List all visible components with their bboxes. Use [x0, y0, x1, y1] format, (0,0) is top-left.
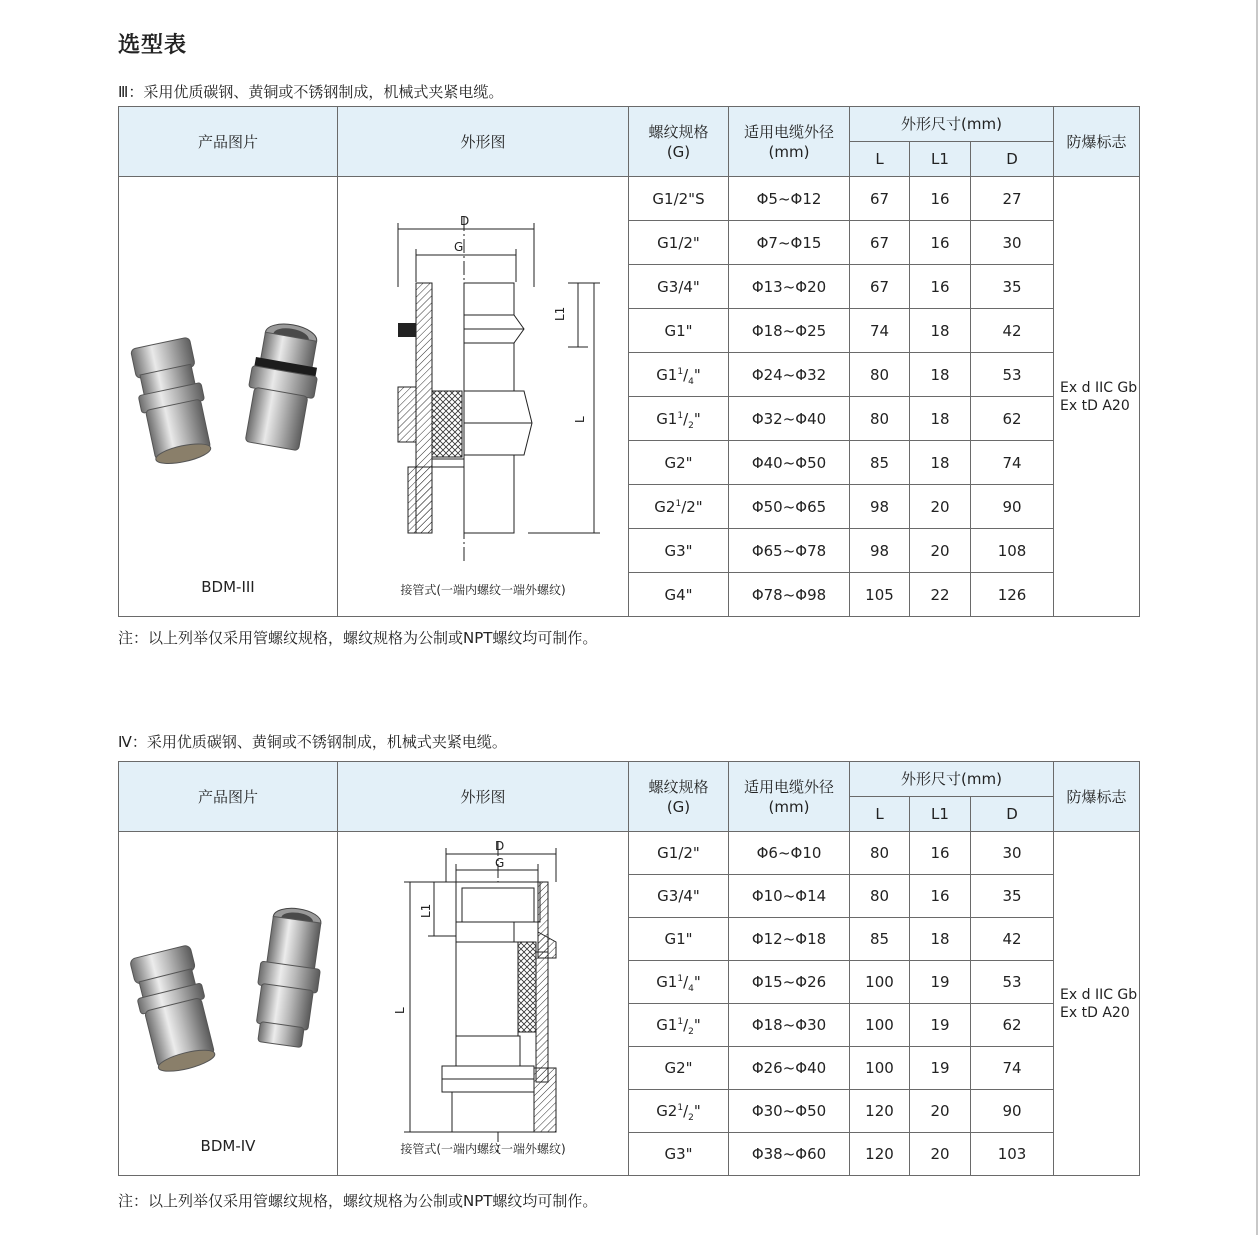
product-photo-cell — [119, 832, 338, 1176]
thread-spec-part: 2 — [688, 1113, 694, 1123]
thread-spec-part: " — [693, 365, 701, 384]
header-outline: 外形图 — [338, 762, 629, 832]
thread-spec-part: 1 — [677, 366, 684, 377]
ex-marking-line2: Ex tD A20 — [1060, 397, 1130, 414]
dim-D-label: D — [460, 214, 470, 228]
header-thread-line1: 螺纹规格 — [648, 122, 709, 141]
thread-spec-part: 4 — [688, 376, 694, 387]
header-dims: 外形尺寸(mm) — [850, 762, 1054, 797]
model-label: BDM-III — [201, 578, 255, 596]
header-thread-line2: (G) — [666, 142, 691, 161]
thread-spec-part: 1 — [677, 974, 684, 984]
thread-spec-part: 2 — [688, 420, 694, 431]
product-photo — [119, 832, 338, 1177]
dim-L1: 22 — [910, 573, 971, 617]
dim-L: 74 — [850, 309, 910, 353]
dim-D: 74 — [971, 1047, 1054, 1090]
header-cable — [729, 107, 850, 177]
dim-L1: 18 — [910, 397, 971, 441]
thread-spec-part: " — [693, 1016, 701, 1034]
thread-spec: G1" — [629, 918, 729, 961]
ex-marking — [1054, 832, 1140, 1176]
cable-diameter: Φ5~Φ12 — [729, 177, 850, 221]
dim-D: 30 — [971, 832, 1054, 875]
header-cable — [729, 762, 850, 832]
dim-G-label: G — [495, 856, 505, 870]
dim-D: 35 — [971, 265, 1054, 309]
thread-spec-part: " — [693, 973, 701, 991]
ex-marking — [1054, 177, 1140, 617]
dim-L1: 16 — [910, 221, 971, 265]
dim-L1: 16 — [910, 832, 971, 875]
cable-diameter: Φ18~Φ25 — [729, 309, 850, 353]
thread-spec — [629, 1004, 729, 1047]
thread-spec-part: 4 — [688, 984, 694, 994]
header-thread — [629, 107, 729, 177]
cable-diameter: Φ10~Φ14 — [729, 875, 850, 918]
ex-marking-line2: Ex tD A20 — [1060, 1004, 1130, 1021]
thread-spec-part: G2 — [656, 1102, 678, 1120]
dim-D: 53 — [971, 353, 1054, 397]
thread-spec: G2" — [629, 1047, 729, 1090]
dim-D: 103 — [971, 1133, 1054, 1176]
header-cable-line2: (mm) — [768, 142, 810, 161]
header-thread — [629, 762, 729, 832]
section3-intro: Ⅲ：采用优质碳钢、黄铜或不锈钢制成，机械式夹紧电缆。 — [118, 83, 504, 101]
dim-L1-label: L1 — [553, 306, 567, 321]
dim-L: 100 — [850, 961, 910, 1004]
thread-spec: G3" — [629, 529, 729, 573]
cable-diameter: Φ40~Φ50 — [729, 441, 850, 485]
header-D: D — [971, 142, 1054, 177]
drawing-caption: 接管式(一端内螺纹一端外螺纹) — [400, 583, 566, 597]
thread-spec-part: G1 — [656, 1016, 678, 1034]
header-thread-line1: 螺纹规格 — [648, 777, 709, 796]
header-exmark: 防爆标志 — [1054, 107, 1140, 177]
dim-L1: 18 — [910, 441, 971, 485]
thread-spec-part: " — [693, 409, 701, 428]
table-row — [119, 177, 1140, 221]
cable-diameter: Φ6~Φ10 — [729, 832, 850, 875]
dim-L: 80 — [850, 875, 910, 918]
dim-L1: 20 — [910, 1133, 971, 1176]
cable-diameter: Φ18~Φ30 — [729, 1004, 850, 1047]
cable-diameter: Φ24~Φ32 — [729, 353, 850, 397]
dim-L: 80 — [850, 832, 910, 875]
dim-G-label: G — [454, 240, 464, 254]
cable-diameter: Φ12~Φ18 — [729, 918, 850, 961]
header-photo: 产品图片 — [119, 762, 338, 832]
thread-spec: G2" — [629, 441, 729, 485]
dim-D: 90 — [971, 485, 1054, 529]
dim-D-label: D — [495, 839, 505, 853]
dim-L1: 18 — [910, 918, 971, 961]
dim-L1: 18 — [910, 309, 971, 353]
thread-spec-part: G2 — [654, 497, 676, 516]
dim-D: 53 — [971, 961, 1054, 1004]
dim-L1: 16 — [910, 875, 971, 918]
cable-diameter: Φ78~Φ98 — [729, 573, 850, 617]
header-L1: L1 — [910, 142, 971, 177]
product-photo — [119, 177, 338, 617]
header-L1: L1 — [910, 797, 971, 832]
thread-spec-part: G1 — [656, 973, 678, 991]
outline-drawing-cell — [338, 177, 629, 617]
thread-spec-part: / — [683, 409, 689, 428]
outline-drawing-cell — [338, 832, 629, 1176]
section3-note: 注：以上列举仅采用管螺纹规格，螺纹规格为公制或NPT螺纹均可制作。 — [118, 629, 598, 647]
dim-D: 74 — [971, 441, 1054, 485]
header-photo: 产品图片 — [119, 107, 338, 177]
header-cable-line1: 适用电缆外径 — [743, 122, 834, 141]
thread-spec-part: 1 — [677, 1103, 684, 1113]
thread-spec-part: G1 — [656, 409, 678, 428]
dim-L: 105 — [850, 573, 910, 617]
thread-spec: G4" — [629, 573, 729, 617]
header-L: L — [850, 142, 910, 177]
thread-spec-part: /2 — [681, 497, 696, 516]
model-label: BDM-IV — [200, 1137, 256, 1155]
dim-L: 80 — [850, 353, 910, 397]
dim-L-label: L — [573, 416, 587, 423]
thread-spec-part: / — [683, 365, 689, 384]
header-outline: 外形图 — [338, 107, 629, 177]
header-D: D — [971, 797, 1054, 832]
dim-L1: 20 — [910, 485, 971, 529]
dim-L: 67 — [850, 177, 910, 221]
dim-L1: 16 — [910, 265, 971, 309]
thread-spec: G1/2" — [629, 221, 729, 265]
cable-diameter: Φ26~Φ40 — [729, 1047, 850, 1090]
product-photo-cell — [119, 177, 338, 617]
thread-spec: G1" — [629, 309, 729, 353]
thread-spec-part: / — [683, 973, 689, 991]
dim-L: 85 — [850, 918, 910, 961]
dim-L: 67 — [850, 265, 910, 309]
dim-L-label: L — [393, 1007, 407, 1014]
thread-spec-part: G1 — [656, 365, 678, 384]
dim-D: 42 — [971, 918, 1054, 961]
thread-spec — [629, 397, 729, 441]
dim-L: 100 — [850, 1047, 910, 1090]
thread-spec-part: 1 — [675, 498, 682, 509]
section4-note: 注：以上列举仅采用管螺纹规格，螺纹规格为公制或NPT螺纹均可制作。 — [118, 1192, 598, 1210]
dim-D: 126 — [971, 573, 1054, 617]
dim-D: 27 — [971, 177, 1054, 221]
dim-L: 85 — [850, 441, 910, 485]
thread-spec-part: / — [683, 1102, 689, 1120]
ex-marking-line1: Ex d IIC Gb — [1060, 986, 1138, 1003]
dim-L1-label: L1 — [419, 903, 433, 918]
section4-intro: Ⅳ：采用优质碳钢、黄铜或不锈钢制成，机械式夹紧电缆。 — [118, 733, 507, 751]
thread-spec — [629, 353, 729, 397]
header-cable-line2: (mm) — [768, 797, 810, 816]
cable-diameter: Φ30~Φ50 — [729, 1090, 850, 1133]
thread-spec — [629, 961, 729, 1004]
thread-spec-part: 1 — [677, 410, 684, 421]
section3-table — [118, 106, 1140, 617]
drawing-caption: 接管式(一端内螺纹一端外螺纹) — [400, 1142, 566, 1156]
dim-D: 62 — [971, 1004, 1054, 1047]
dim-L: 98 — [850, 529, 910, 573]
thread-spec-part: / — [683, 1016, 689, 1034]
dim-L: 80 — [850, 397, 910, 441]
header-L: L — [850, 797, 910, 832]
table-row — [119, 832, 1140, 875]
header-cable-line1: 适用电缆外径 — [743, 777, 834, 796]
page-title: 选型表 — [118, 33, 188, 58]
dim-L: 100 — [850, 1004, 910, 1047]
thread-spec-part: 1 — [677, 1017, 684, 1027]
dim-L1: 20 — [910, 529, 971, 573]
dim-D: 90 — [971, 1090, 1054, 1133]
dim-L1: 19 — [910, 961, 971, 1004]
outline-drawing — [338, 177, 629, 617]
dim-L: 67 — [850, 221, 910, 265]
dim-L1: 18 — [910, 353, 971, 397]
cable-diameter: Φ7~Φ15 — [729, 221, 850, 265]
dim-D: 62 — [971, 397, 1054, 441]
section4-table — [118, 761, 1140, 1176]
dim-L1: 19 — [910, 1047, 971, 1090]
cable-diameter: Φ65~Φ78 — [729, 529, 850, 573]
dim-L: 120 — [850, 1133, 910, 1176]
outline-drawing — [338, 832, 629, 1177]
thread-spec — [629, 1090, 729, 1133]
dim-L: 98 — [850, 485, 910, 529]
cable-diameter: Φ50~Φ65 — [729, 485, 850, 529]
dim-L1: 20 — [910, 1090, 971, 1133]
dim-D: 42 — [971, 309, 1054, 353]
cable-diameter: Φ15~Φ26 — [729, 961, 850, 1004]
dim-L1: 19 — [910, 1004, 971, 1047]
ex-marking-line1: Ex d IIC Gb — [1060, 379, 1138, 396]
thread-spec-part: " — [693, 1102, 701, 1120]
dim-D: 35 — [971, 875, 1054, 918]
thread-spec-part: " — [695, 497, 703, 516]
dim-D: 108 — [971, 529, 1054, 573]
header-dims: 外形尺寸(mm) — [850, 107, 1054, 142]
header-thread-line2: (G) — [666, 797, 691, 816]
dim-L1: 16 — [910, 177, 971, 221]
cable-diameter: Φ38~Φ60 — [729, 1133, 850, 1176]
thread-spec-part: 2 — [688, 1027, 694, 1037]
thread-spec: G3/4" — [629, 265, 729, 309]
thread-spec: G1/2"S — [629, 177, 729, 221]
thread-spec: G1/2" — [629, 832, 729, 875]
thread-spec: G3" — [629, 1133, 729, 1176]
thread-spec — [629, 485, 729, 529]
thread-spec: G3/4" — [629, 875, 729, 918]
cable-diameter: Φ32~Φ40 — [729, 397, 850, 441]
dim-D: 30 — [971, 221, 1054, 265]
cable-diameter: Φ13~Φ20 — [729, 265, 850, 309]
dim-L: 120 — [850, 1090, 910, 1133]
header-exmark: 防爆标志 — [1054, 762, 1140, 832]
